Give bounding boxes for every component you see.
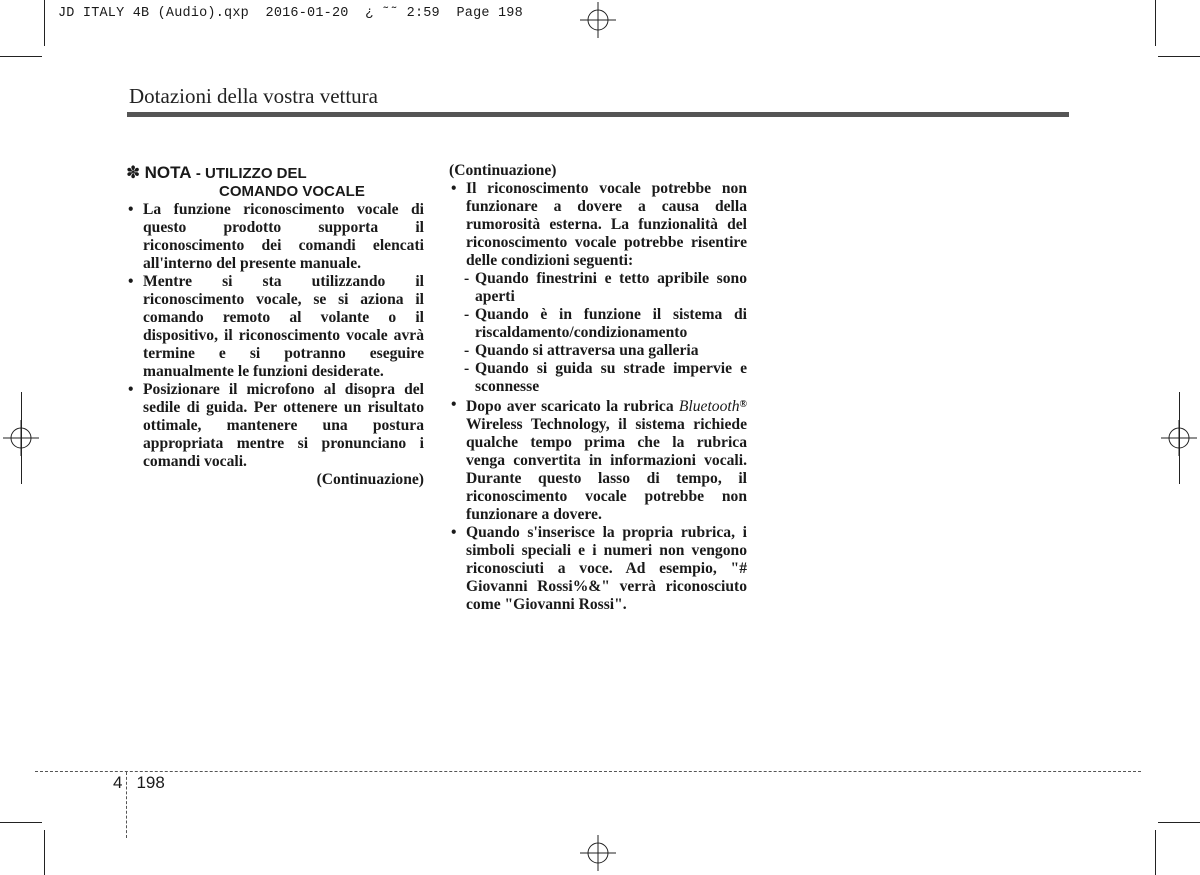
page-number-value: 198 bbox=[136, 773, 165, 792]
footer-dashed-rule bbox=[35, 771, 1141, 772]
bluetooth-brand: Bluetooth bbox=[678, 398, 740, 415]
note-heading bbox=[126, 164, 424, 201]
header-rule bbox=[127, 112, 1069, 117]
crop-mark-bottom-right-h bbox=[1158, 822, 1200, 823]
bullet-text-rest: Wireless Technology, il sistema richiede qualche tempo prima che la rubrica venga convertita in informazioni vocali. Durante questo lasso di tempo, il riconoscimento vocale potrebbe non funzionare a dovere. bbox=[466, 416, 747, 523]
condition-dash-list bbox=[449, 270, 747, 396]
bullet-text: Il riconoscimento vocale potrebbe non funzionare a dovere a causa della rumorosità esterna. La funzionalità del riconoscimento vocale potrebbe risentire delle condizioni seguenti: bbox=[466, 180, 747, 269]
asterisk-icon: ✽ bbox=[126, 163, 141, 182]
crop-mark-bottom-left bbox=[44, 830, 45, 875]
registered-symbol: ® bbox=[739, 399, 747, 410]
dash-item: - Quando finestrini e tetto apribile sono aperti bbox=[449, 270, 747, 306]
dash-item: - Quando si guida su strade impervie e sconnesse bbox=[449, 360, 747, 396]
list-item bbox=[449, 180, 747, 396]
list-item bbox=[449, 396, 747, 524]
registration-mark-bottom-icon bbox=[580, 835, 616, 871]
note-bullet-list bbox=[126, 201, 424, 471]
dash-item: - Quando è in funzione il sistema di riscaldamento/condizionamento bbox=[449, 306, 747, 342]
print-slug: JD ITALY 4B (Audio).qxp 2016-01-20 ¿ ˜˜ 2:59 Page 198 bbox=[58, 6, 523, 21]
right-column bbox=[449, 162, 747, 614]
continued-label: (Continuazione) bbox=[316, 471, 424, 488]
crop-mark-bottom-right bbox=[1155, 830, 1156, 875]
crop-mark-bottom-left-h bbox=[0, 822, 42, 823]
note-label: NOTA bbox=[144, 163, 192, 182]
registration-mark-left-vline bbox=[21, 392, 22, 484]
continued-bullet-list bbox=[449, 180, 747, 614]
section-header-title: Dotazioni della vostra vettura bbox=[129, 84, 378, 108]
note-subtitle-line1: - UTILIZZO DEL bbox=[195, 165, 307, 182]
registration-mark-top-icon bbox=[580, 2, 616, 38]
list-item: • Quando s'inserisce la propria rubrica, i simboli speciali e i numeri non vengono riconosciuti a voce. Ad esempio, "# Giovanni Rossi%&" verrà riconosciuto come "Giovanni Rossi". bbox=[449, 524, 747, 614]
crop-mark-top-left-h bbox=[0, 56, 42, 57]
list-item: • Posizionare il microfono al disopra del sedile di guida. Per ottenere un risultato ottimale, mantenere una postura appropriata mentre si pronunciano i comandi vocali. bbox=[126, 381, 424, 471]
left-column bbox=[126, 164, 424, 489]
section-number: 4 bbox=[113, 773, 123, 792]
list-item: • Mentre si sta utilizzando il riconoscimento vocale, se si aziona il comando remoto al volante o il dispositivo, il riconoscimento vocale avrà termine e si potranno eseguire manualmente le funzioni desiderate. bbox=[126, 273, 424, 381]
bullet-text-prefix: Dopo aver scaricato la rubrica bbox=[466, 398, 674, 415]
list-item: • La funzione riconoscimento vocale di questo prodotto supporta il riconoscimento dei comandi elencati all'interno del presente manuale. bbox=[126, 201, 424, 273]
crop-mark-top-right bbox=[1155, 0, 1156, 46]
registration-mark-right-vline bbox=[1179, 392, 1180, 484]
page-number bbox=[113, 773, 165, 793]
crop-mark-top-left bbox=[44, 0, 45, 46]
dash-item: - Quando si attraversa una galleria bbox=[449, 342, 747, 360]
note-subtitle-line2: COMANDO VOCALE bbox=[219, 183, 365, 200]
continued-heading: (Continuazione) bbox=[449, 162, 557, 179]
crop-mark-top-right-h bbox=[1158, 56, 1200, 57]
